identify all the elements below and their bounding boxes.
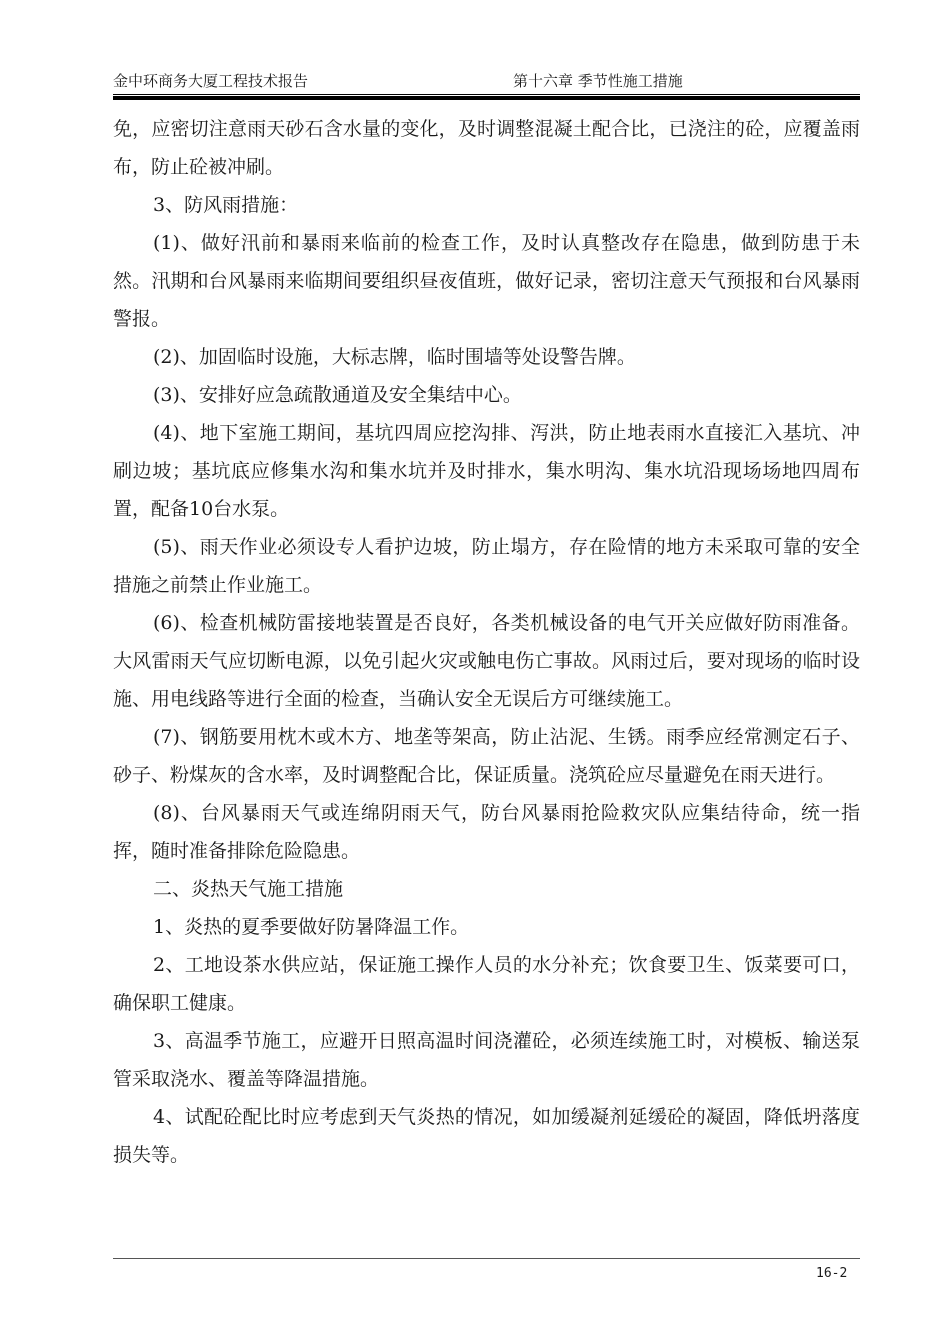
paragraph: (6)、检查机械防雷接地装置是否良好，各类机械设备的电气开关应做好防雨准备。大风雷雨天气应切断电源，以免引起火灾或触电伤亡事故。风雨过后，要对现场的临时设施、用电线路等进行全面的检查，当确认安全无误后方可继续施工。 [113,612,860,710]
paragraph: 免，应密切注意雨天砂石含水量的变化，及时调整混凝土配合比，已浇注的砼，应覆盖雨布，防止砼被冲刷。 [113,118,860,178]
body-text [113,110,860,1174]
paragraph: (2)、加固临时设施，大标志牌，临时围墙等处设警告牌。 [153,346,636,368]
paragraph: (4)、地下室施工期间，基坑四周应挖沟排、泻洪，防止地表雨水直接汇入基坑、冲刷边坡；基坑底应修集水沟和集水坑并及时排水，集水明沟、集水坑沿现场场地四周布置，配备10台水泵。 [113,422,860,520]
paragraph: (7)、钢筋要用枕木或木方、地垄等架高，防止沾泥、生锈。雨季应经常测定石子、砂子、粉煤灰的含水率，及时调整配合比，保证质量。浇筑砼应尽量避免在雨天进行。 [113,726,860,786]
paragraph: 2、工地设茶水供应站，保证施工操作人员的水分补充；饮食要卫生、饭菜要可口，确保职工健康。 [113,954,860,1014]
paragraph: 1、炎热的夏季要做好防暑降温工作。 [153,916,470,938]
header-document-title: 金中环商务大厦工程技术报告 [113,72,309,90]
paragraph: (8)、台风暴雨天气或连绵阴雨天气，防台风暴雨抢险救灾队应集结待命，统一指挥，随时准备排除危险隐患。 [113,802,860,862]
paragraph: (5)、雨天作业必须设专人看护边坡，防止塌方，存在险情的地方未采取可靠的安全措施之前禁止作业施工。 [113,536,860,596]
paragraph: (3)、安排好应急疏散通道及安全集结中心。 [153,384,522,406]
section-heading: 二、炎热天气施工措施 [153,878,344,900]
paragraph: 3、高温季节施工，应避开日照高温时间浇灌砼，必须连续施工时，对模板、输送泵管采取浇水、覆盖等降温措施。 [113,1030,860,1090]
header-chapter-title: 第十六章 季节性施工措施 [513,72,683,90]
section-heading: 3、防风雨措施： [153,194,299,216]
paragraph: 4、试配砼配比时应考虑到天气炎热的情况，如加缓凝剂延缓砼的凝固，降低坍落度损失等。 [113,1106,860,1166]
paragraph: (1)、做好汛前和暴雨来临前的检查工作，及时认真整改存在隐患，做到防患于未然。汛期和台风暴雨来临期间要组织昼夜值班，做好记录，密切注意天气预报和台风暴雨警报。 [113,232,860,330]
page-number: 16-2 [816,1266,848,1281]
header-divider-thick [113,96,860,100]
header-divider-thin [113,94,860,95]
page-header [113,70,860,92]
footer-divider [113,1258,860,1259]
